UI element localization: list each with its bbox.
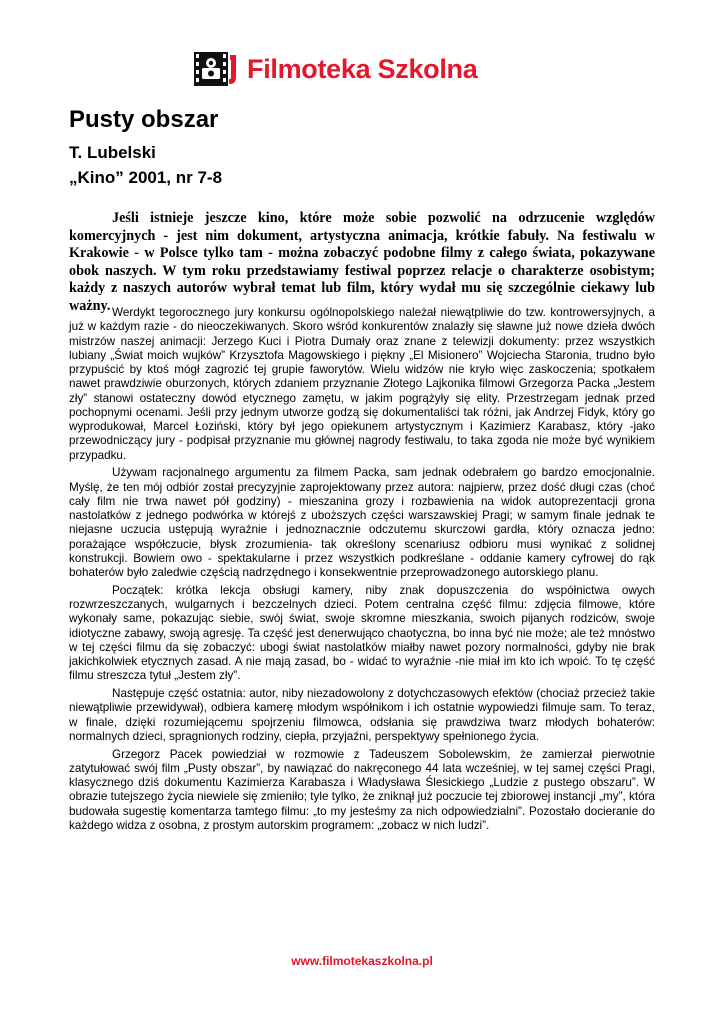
paragraph: Grzegorz Pacek powiedział w rozmowie z Tadeuszem Sobolewskim, że zamierzał pierwotnie zatytułować swój film „Pusty obszar”, by nawiązać do nakręconego 44 lata wcześniej, w tej samej części Pragi, klasycznego dziś dokumentu Kazimierza Karabasza i Władysława Ślesickiego „Ludzie z pustego obszaru”. W obrazie tutejszego życia niewiele się zmieniło; tyle tylko, że zniknął już poczucie tej zbiorowej instancji „my”, która budowała sugestię komentarza tamtego filmu: „to my jesteśmy za nich odpowiedzialni”. Pozostało docieranie do każdego widza z osobna, z prostym autorskim programem: „zobacz w nich ludzi”. [69,747,655,832]
paragraph: Początek: krótka lekcja obsługi kamery, niby znak dopuszczenia do współnictwa owych rozwrzeszczanych, wulgarnych i bezczelnych dzieci. Potem centralna część filmu: zdjęcia filmowe, które wykonały same, pokazując siebie, swój świat, swoje skromne mieszkania, swoich pijanych rodziców, swoje idiotyczne zabawy, swoją agresję. Ta część jest denerwująco chaotyczna, bo inna być nie może; ale też mnóstwo w tej części filmu da się zobaczyć: ubogi świat nastolatków miałby nawet pozory normalności, gdyby nie brak jakichkolwiek etycznych zasad. A nie mają zasad, bo - widać to wyraźnie -nie miał im kto ich wpoić. To tę część filmu streszcza tytuł „Jestem zły”. [69,583,655,683]
film-camera-logo-icon [193,51,245,87]
article-source: „Kino” 2001, nr 7-8 [69,168,223,187]
footer-url[interactable]: www.filmotekaszkolna.pl [291,954,433,968]
logo-text: Filmoteka Szkolna [247,54,478,84]
article-body [69,306,655,837]
paragraph: Następuje część ostatnia: autor, niby niezadowolony z dotychczasowych efektów (chociaż przecież takie niewątpliwie przewidywał), odbiera kamerę młodym współnikom i ich ostatnie wypowiedzi filmuje sam. To teraz, w finale, dzięki rozumiejącemu spojrzeniu filmowca, odsłania się prawdziwa twarz młodych bohaterów: normalnych dzieci, spragnionych rodziny, ciepła, przyjaźni, perspektywy spełnionego życia. [69,687,655,743]
article-author: T. Lubelski [69,143,156,162]
article-lead: Jeśli istnieje jeszcze kino, które może sobie pozwolić na odrzucenie względów komercyjnych - jest nim dokument, artystyczna animacja, krótkie fabuły. Na festiwalu w Krakowie - w Polsce tylko tam - można zobaczyć podobne filmy z całego świata, pokazywane obok naszych. W tym roku przedstawiamy festiwal poprzez relacje o charakterze osobistym; każdy z naszych autorów wybrał temat lub film, który wydał mu się szczególnie ciekawy lub ważny. [69,210,655,314]
paragraph: Werdykt tegorocznego jury konkursu ogólnopolskiego należał niewątpliwie do tzw. kontrowersyjnych, a już w każdym razie - do nieoczekiwanych. Skoro wśród konkurentów znalazły się sławne już nowe dzieła dwóch mistrzów naszej animacji: Jerzego Kuci i Piotra Dumały oraz znane z telewizji dokumenty: przez wszystkich lubiany „Świat moich wujków” Krzysztofa Magowskiego i piękny „El Misionero” Wojciecha Staronia, trudno było przypuścić by ktoś mógł zagrozić tej grupie faworytów. Wielu widzów nie kryło więc zaskoczenia; spotkałem nawet prawdziwie oburzonych, których zdaniem przyznanie Złotego Lajkonika filmowi Grzegorza Packa „Jestem zły” stanowi ostateczny dowód etycznego zamętu, w jakim pogrążyły się elity. Przestrzegam jednak przed pochopnymi ocenami. Jeśli przy jednym utworze godzą się dokumentaliści tak różni, jak Andrzej Fidyk, który go wyprodukował, Marcel Łoziński, który był jego opiekunem artystycznym i Kazimierz Karabasz, który -jako przewodniczący jury - podpisał przyznanie mu głównej nagrody festiwalu, to taka zgoda nie może być wynikiem przypadku. [69,306,655,462]
article-title: Pusty obszar [69,106,219,133]
filmoteka-logo [193,50,477,88]
paragraph: Używam racjonalnego argumentu za filmem Packa, sam jednak odebrałem go bardzo emocjonalnie. Myślę, że ten mój odbiór został precyzyjnie zaprojektowany przez autora: najpierw, przez dość długi czas (choć cały film nie trwa nawet pół godziny) - mieszanina grozy i rozbawienia na widok autoprezentacji grona nastolatków z jednego podwórka w którejś z uboższych części warszawskiej Pragi; w samym finale jednak te niejasne uczucia ustępują wyraźnie i jednoznacznie odczutemu skurczowi gardła, który oznacza jedno: porażające współczucie, błysk zrozumienia- tak określony scenariusz odbioru musi wynikać z solidnej konstrukcji. Bowiem owo - spektakularne i przez wszystkich podkreślane - oddanie kamery cyfrowej do rąk bohaterów było zaledwie częścią nadrzędnego i konsekwentnie przeprowadzonego autorskiego planu. [69,466,655,579]
